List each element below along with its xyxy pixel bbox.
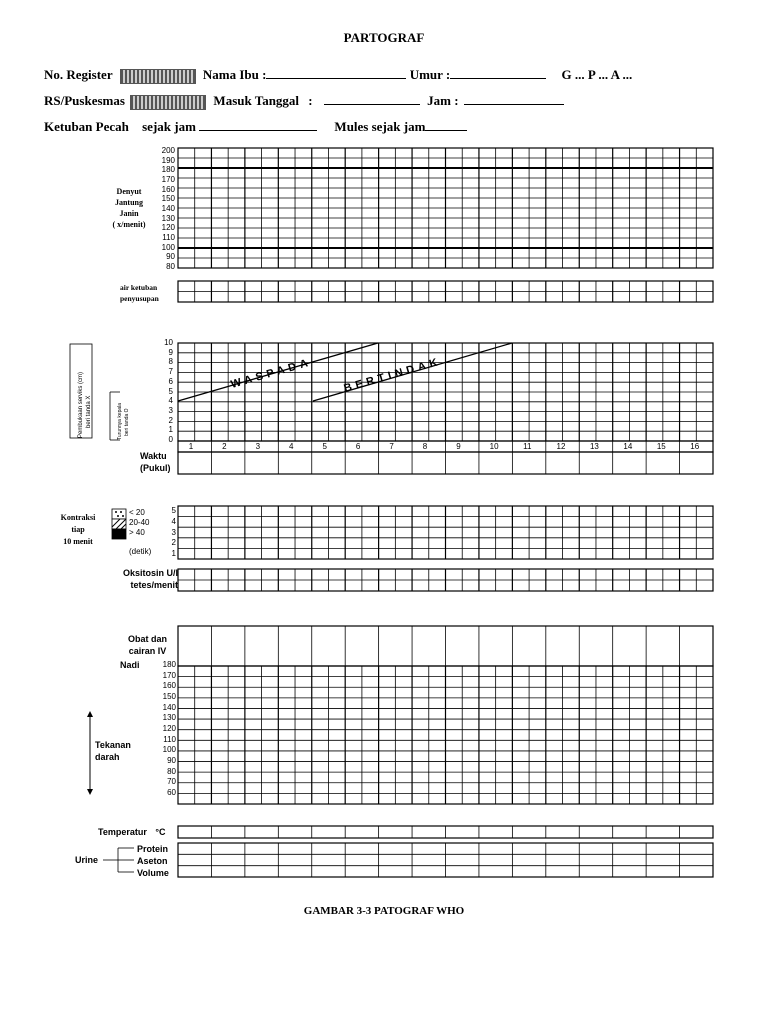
nadi-tick: 120	[162, 724, 176, 733]
hour-number: 4	[289, 442, 294, 451]
djj-label-line: Jantung	[114, 198, 143, 207]
djj-label-line: ( x/menit)	[112, 220, 146, 229]
hour-number: 12	[556, 442, 566, 451]
nadi-tick: 110	[163, 734, 176, 744]
obat-label	[120, 633, 175, 657]
djj-tick: 160	[161, 184, 175, 194]
hour-number: 15	[656, 442, 666, 451]
cervix-vertical-label: Pembukaan serviks (cm)	[78, 371, 84, 438]
djj-tick: 90	[166, 252, 175, 262]
urine-row-labels	[137, 843, 169, 879]
nadi-label: Nadi	[120, 660, 140, 670]
nadi-tick: 140	[162, 702, 176, 712]
cervix-tick: 5	[168, 386, 173, 396]
cervix-tick: 8	[168, 357, 173, 367]
hour-number: 8	[422, 442, 428, 451]
urine-label: Urine	[75, 855, 99, 865]
nadi-tick: 150	[162, 692, 176, 701]
tekanan-darah-label	[95, 739, 131, 763]
ketuban-pecah-label: Ketuban Pecah	[44, 119, 129, 134]
djj-tick: 100	[161, 242, 175, 252]
nadi-tick: 70	[167, 777, 176, 787]
urine-volume-label: Volume	[137, 868, 169, 878]
waktu-text: Waktu	[140, 451, 167, 461]
document-title: PARTOGRAF	[343, 30, 425, 45]
masuk-tanggal-colon: :	[308, 93, 313, 108]
darah-text: darah	[95, 752, 120, 762]
no-register-label: No. Register	[44, 67, 113, 82]
urine-protein-label: Protein	[137, 844, 169, 854]
umur-label: Umur :	[409, 67, 451, 82]
urine-aseton-label: Aseton	[137, 856, 168, 866]
djj-tick: 170	[161, 175, 175, 184]
rs-puskesmas-label: RS/Puskesmas	[44, 93, 125, 108]
tekanan-text: Tekanan	[95, 740, 131, 750]
kontraksi-tick: 1	[171, 549, 176, 558]
obat-line: Obat dan	[127, 634, 167, 644]
oksitosin-line: tetes/menit	[130, 580, 178, 590]
djj-label-line: Denyut	[116, 187, 142, 196]
hour-number: 13	[589, 442, 599, 451]
kontraksi-label-line: Kontraksi	[60, 513, 96, 522]
hour-number: 11	[523, 442, 532, 451]
masuk-tanggal-label: Masuk Tanggal	[213, 93, 300, 108]
djj-tick: 140	[161, 204, 175, 213]
hour-number: 5	[322, 442, 327, 451]
waktu-label	[140, 450, 171, 474]
djj-tick: 120	[161, 223, 175, 233]
air-ketuban-label: air ketuban	[120, 283, 158, 292]
cervix-vertical-label-2: beri tanda X	[86, 395, 92, 428]
hour-number: 9	[456, 442, 461, 451]
cervix-tick: 4	[168, 396, 173, 406]
dots-pattern-icon	[112, 509, 126, 519]
cervix-tick: 9	[168, 347, 173, 357]
cervix-tick: 6	[168, 376, 173, 386]
djj-tick: 150	[161, 194, 175, 204]
cervix-tick: 1	[168, 425, 173, 435]
sejak-jam-label: sejak jam	[142, 119, 196, 134]
bertindak-text: BERTINDAK	[342, 355, 443, 395]
temperatur-text: Temperatur	[98, 827, 147, 837]
hour-number: 6	[355, 442, 361, 451]
djj-tick: 80	[166, 262, 175, 271]
descent-vertical-label-2: beri tanda O	[124, 408, 130, 436]
nadi-tick: 80	[167, 766, 176, 776]
mules-sejak-jam-label: Mules sejak jam	[334, 119, 426, 134]
kontraksi-tick: 5	[171, 506, 176, 515]
descent-vertical-label: Turunnya kepala	[117, 402, 123, 440]
hour-number: 1	[188, 442, 194, 451]
waspada-text: WASPADA	[229, 356, 314, 391]
kontraksi-label-line: tiap	[71, 525, 85, 534]
nadi-tick: 130	[162, 713, 176, 723]
hour-number: 3	[255, 442, 261, 451]
djj-tick: 110	[162, 233, 175, 242]
hour-number: 7	[389, 442, 394, 451]
cervix-tick: 0	[168, 435, 173, 444]
figure-caption: GAMBAR 3-3 PATOGRAF WHO	[303, 905, 465, 917]
penyusupan-label: penyusupan	[120, 294, 159, 303]
nama-ibu-label: Nama Ibu :	[202, 67, 267, 82]
kontraksi-tick: 3	[171, 527, 176, 537]
nadi-tick: 180	[162, 660, 176, 669]
nadi-tick: 160	[162, 681, 176, 691]
kontraksi-label-line: 10 menit	[63, 537, 93, 546]
legend-lt20: < 20	[129, 508, 145, 517]
hour-number: 16	[690, 442, 700, 451]
cervix-tick: 7	[168, 367, 173, 377]
hour-number: 10	[489, 442, 499, 451]
hour-number: 14	[623, 442, 633, 451]
djj-tick: 130	[161, 213, 175, 223]
nadi-tick: 100	[162, 745, 176, 755]
legend-20-40: 20-40	[129, 518, 150, 527]
kontraksi-label	[50, 512, 106, 548]
gpa-label: G ... P ... A ...	[561, 67, 633, 82]
kontraksi-legend-icons	[112, 509, 126, 539]
cervix-tick: 2	[168, 415, 173, 425]
hour-number: 2	[222, 442, 227, 451]
cervix-tick: 3	[168, 405, 173, 415]
detik-label: (detik)	[129, 547, 152, 556]
nadi-tick: 90	[167, 756, 176, 765]
pukul-text: (Pukul)	[140, 463, 171, 473]
kontraksi-tick: 2	[171, 538, 176, 548]
djj-tick: 180	[161, 165, 175, 175]
legend-gt40: > 40	[129, 528, 145, 537]
djj-tick: 190	[161, 155, 175, 165]
jam-label: Jam :	[427, 93, 459, 108]
djj-tick: 200	[161, 146, 175, 155]
temperatur-unit: °C	[155, 827, 166, 837]
djj-label-line: Janin	[119, 209, 139, 218]
oksitosin-label	[110, 567, 178, 591]
temperatur-label	[98, 827, 165, 837]
kontraksi-tick: 4	[171, 516, 176, 526]
nadi-tick: 170	[162, 670, 176, 680]
nadi-tick: 60	[167, 788, 176, 797]
obat-line: cairan IV	[128, 646, 167, 656]
oksitosin-line: Oksitosin U/l	[122, 568, 178, 578]
cervix-tick: 10	[164, 338, 173, 347]
kontraksi-legend	[129, 508, 149, 538]
solid-pattern-icon	[112, 529, 126, 539]
